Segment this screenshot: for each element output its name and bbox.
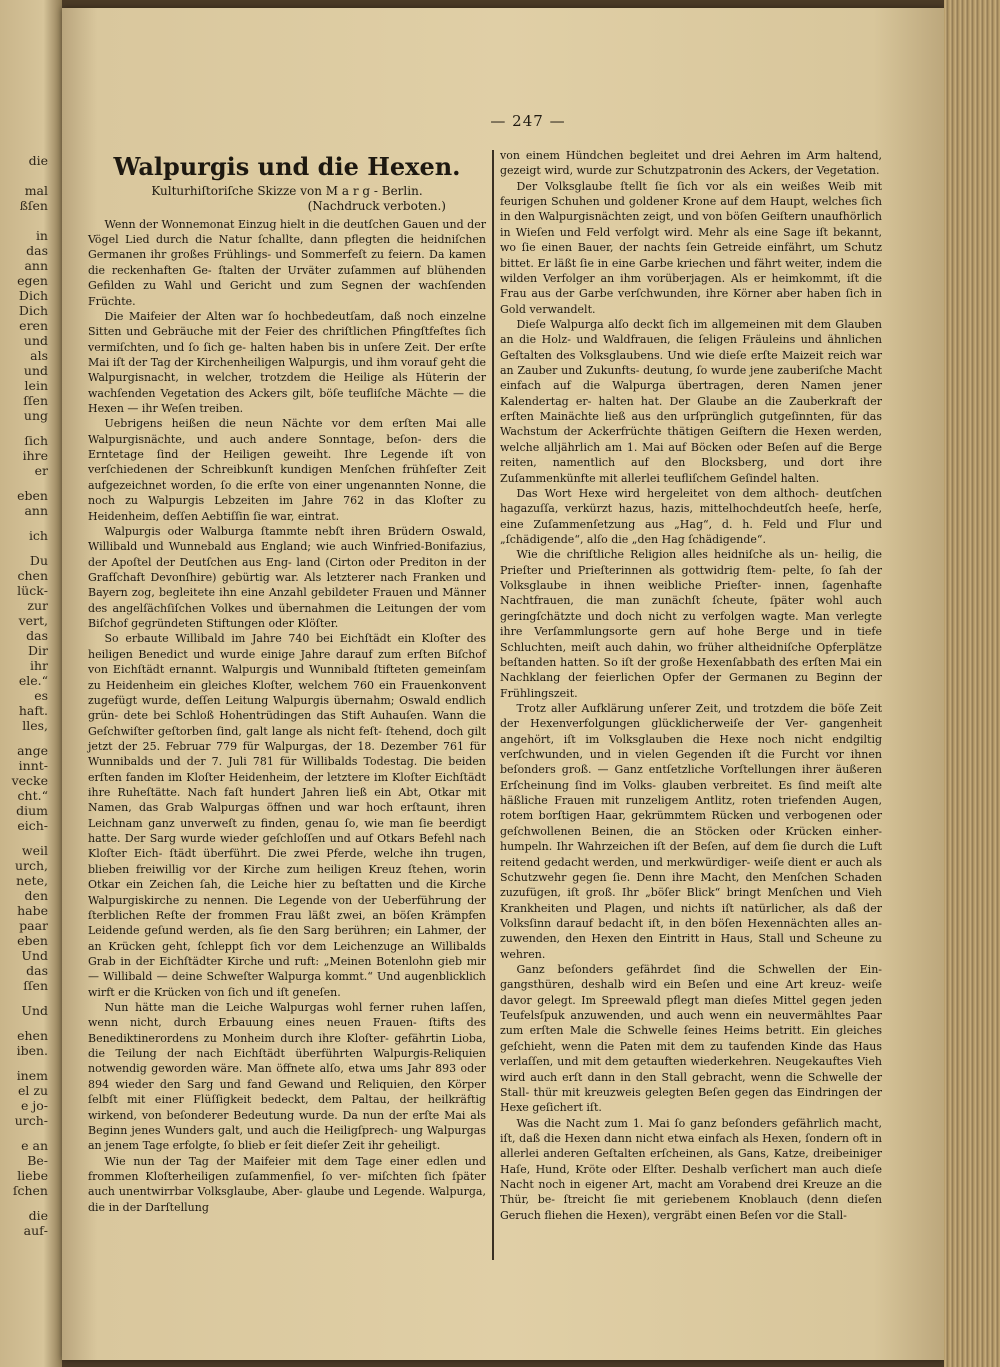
right-paragraph: Trotz aller Aufklärung unſerer Zeit, und trotzdem die böſe Zeit der Hexenverfolgungen glücklicherweiſe der Ver‑ gangenheit angehört, iſt im Volksglauben die Hexe noch nicht endgiltig verſchwunden, und in vielen Gegenden iſt die Furcht vor ihnen beſonders groß. — Ganz entſetzliche Vorſtellungen ihrer äußeren Erſcheinung ſind im Volks‑ glauben verbreitet. Es ſind meiſt alte häßliche Frauen mit runzeligem Antlitz, roten triefenden Augen, rotem borſtigen Haar, gekrümmtem Rücken und verbogenen oder geſchwollenen Beinen, die an Stöcken oder Krücken einher‑ humpeln. Ihr Wahrzeichen iſt der Beſen, auf dem ſie durch die Luft reitend gedacht werden, und merkwürdiger‑ weiſe dient er auch als Schutzwehr gegen ſie. Denn ihre Macht, den Menſchen Schaden zuzufügen, iſt groß. Ihr „böſer Blick“ bringt Menſchen und Vieh Krankheiten und Plagen, und nichts iſt natürlicher, als daß der Volksſinn darauf bedacht iſt, in den böſen Hexennächten alles an‑ zuwenden, den Hexen den Eintritt in Haus, Stall und Scheune zu wehren. bbox=[500, 701, 882, 961]
previous-page-fragment: lles, bbox=[22, 718, 48, 733]
previous-page-fragment: vecke bbox=[11, 773, 48, 788]
previous-page-fragment: Dich bbox=[18, 288, 48, 303]
right-paragraph: Was die Nacht zum 1. Mai ſo ganz beſonders gefährlich macht, iſt, daß die Hexen dann nicht etwa einfach als Hexen, ſondern oft in allerlei anderen Geſtalten erſcheinen, als Gans, Katze, dreibeiniger Haſe, Hund, Kröte oder Elſter. Deshalb verſichert man auch dieſe Nacht noch in eigener Art, macht am Vorabend drei Kreuze an die Thür, be‑ ſtreicht ſie mit geriebenem Knoblauch (denn dieſen Geruch fliehen die Hexen), vergräbt einen Beſen vor die Stall‑ bbox=[500, 1116, 882, 1222]
right-paragraph: Der Volksglaube ſtellt ſie ſich vor als ein weißes Weib mit feurigen Schuhen und goldener Krone auf dem Haupt, welches ſich in den Walpurgisnächten zeigt, und von böſen Geiſtern unaufhörlich in Wieſen und Feld verfolgt wird. Mehr als eine Sage iſt bekannt, wo ſie einen Bauer, der nachts ſein Getreide einfährt, um Schutz bittet. Er läßt ſie in eine Garbe kriechen und fährt weiter, indem die wilden Verfolger an ihm vorüberjagen. Als er heimkommt, iſt die Frau aus der Garbe verſchwunden, ihre Körner aber haben ſich in Gold verwandelt. bbox=[500, 179, 882, 316]
previous-page-fragment: in bbox=[35, 228, 48, 243]
previous-page-fragment: zur bbox=[27, 598, 48, 613]
previous-page-fragment: die bbox=[28, 153, 48, 168]
previous-page-fragment: das bbox=[26, 963, 48, 978]
right-paragraph: Ganz beſonders gefährdet ſind die Schwellen der Ein‑ gangsthüren, deshalb wird ein Beſen und eine Art kreuz‑ weiſe davor gelegt. Im Spreewald pflegt man dieſes Mittel gegen jeden Teufelsſpuk anzuwenden, und auch wenn ein neuvermähltes Paar zum erſten Male die Schwelle ſeines Heims betritt. Ein gleiches geſchieht, wenn die Paten mit dem zu taufenden Kinde das Haus verlaſſen, und mit dem getauften wiederkehren. Neugekauftes Vieh wird auch erſt dann in den Stall gebracht, wenn die Schwelle der Stall‑ thür mit kreuzweis gelegten Beſen gegen das Eindringen der Hexe geſichert iſt. bbox=[500, 963, 882, 1115]
page-number: — 247 — bbox=[490, 112, 566, 130]
previous-page-fragment: habe bbox=[17, 903, 48, 918]
previous-page-fragment: lück‑ bbox=[17, 583, 48, 598]
previous-page-fragment: Du bbox=[29, 553, 48, 568]
left-paragraph: Wenn der Wonnemonat Einzug hielt in die deutſchen Gauen und der Vögel Lied durch die Natur ſchallte, dann pflegten die heidniſchen Germanen ihr großes Frühlings‑ und Sommerfeſt zu feiern. Da kamen die reckenhaften Ge‑ ſtalten der Urväter zuſammen auf blühenden Gefilden zu Wahl und Gericht und zum Segnen der wachſenden Früchte. bbox=[88, 217, 486, 308]
previous-page-fragment: eich‑ bbox=[17, 818, 48, 833]
previous-page-fragment: eren bbox=[19, 318, 48, 333]
previous-page-fragment: das bbox=[26, 243, 48, 258]
left-paragraph: Nun hätte man die Leiche Walpurgas wohl ferner ruhen laſſen, wenn nicht, durch Erbauung eines neuen Frauen‑ ſtifts des Benediktinerordens zu Monheim durch ihre Kloſter‑ gefährtin Lioba, die Teilung der nach Eichſtädt überführten Walpurgis‑Reliquien notwendig geworden wäre. Man öffnete alſo, etwa ums Jahr 893 oder 894 wieder den Sarg und fand Gewand und Reliquien, den Körper ſelbſt mit einer Flüſſigkeit bedeckt, dem Paltau, der heilkräftig wirkend, von beſonderer Bedeutung wurde. Da nun der erſte Mai als Beginn jenes Wunders galt, und auch die Heiligſprech‑ ung Walpurgas an jenem Tage erfolgte, ſo blieb er ſeit dieſer Zeit ihr geheiligt. bbox=[88, 1001, 486, 1153]
previous-page-fragment: ich bbox=[28, 528, 48, 543]
previous-page-fragment: inem bbox=[16, 1068, 48, 1083]
previous-page-fragment: ſſen bbox=[23, 393, 48, 408]
previous-page-fragment: ßſen bbox=[19, 198, 48, 213]
previous-page-fragment: urch, bbox=[14, 858, 48, 873]
previous-page-fragment: e jo‑ bbox=[21, 1098, 48, 1113]
previous-page-fragment: chen bbox=[17, 568, 48, 583]
previous-page-fragment: und bbox=[23, 333, 48, 348]
previous-page-fragment: weil bbox=[21, 843, 48, 858]
previous-page-fragment: und bbox=[23, 363, 48, 378]
page-edges bbox=[944, 0, 1000, 1367]
previous-page-fragment: Dir bbox=[28, 643, 48, 658]
previous-page-fragment: el zu bbox=[17, 1083, 48, 1098]
left-paragraph: Walpurgis oder Walburga ſtammte nebſt ihren Brüdern Oswald, Willibald und Wunnebald aus England; wie auch Winfried‑Bonifazius, der Apoſtel der Deutſchen aus Eng‑ land (Cirton oder Prediton in der Grafſchaft Devonſhire) gebürtig war. Als letzterer nach Franken und Bayern zog, begleitete ihn eine Anzahl gebildeter Frauen und Männer des angelſächſiſchen Volkes und übernahmen die Leitungen der vom Biſchof gegründeten Stiftungen oder Klöſter. bbox=[88, 524, 486, 631]
previous-page-fragment: Dich bbox=[18, 303, 48, 318]
left-paragraph: Uebrigens heißen die neun Nächte vor dem erſten Mai alle Walpurgisnächte, und auch andere Sonntage, beſon‑ ders die Erntetage ſind der Heiligen geweiht. Ihre Legende iſt von verſchiedenen der Schreibkunſt kundigen Menſchen frühſeſter Zeit aufgezeichnet worden, ſo die erſte von einer ungenannten Nonne, die noch zu Walpurgis Lebzeiten im Jahre 762 in das Kloſter zu Heidenheim, deſſen Aebtiſſin ſie war, eintrat. bbox=[88, 417, 486, 523]
previous-page-fragment: Be‑ bbox=[27, 1153, 48, 1168]
previous-page-fragment: auf‑ bbox=[23, 1223, 48, 1238]
previous-page-fragment: iben. bbox=[16, 1043, 48, 1058]
right-column bbox=[500, 148, 882, 1223]
previous-page-fragment: ann bbox=[24, 258, 48, 273]
previous-page-fragment: ehen bbox=[17, 1028, 48, 1043]
previous-page-fragment: ſchen bbox=[12, 1183, 48, 1198]
previous-page-fragment: eben bbox=[17, 488, 48, 503]
previous-page-fragment: die bbox=[28, 1208, 48, 1223]
left-paragraph: So erbaute Willibald im Jahre 740 bei Eichſtädt ein Kloſter des heiligen Benedict und wurde einige Jahre darauf zum erſten Biſchof von Eichſtädt ernannt. Walpurgis und Wunnibald ſtifteten gemeinſam zu Heidenheim ein gleiches Kloſter, welchem 760 ein Frauenkonvent zugefügt wurde, deſſen Leitung Walpurgis übernahm; Oswald endlich grün‑ dete bei Schloß Hohentrüdingen das Stift Auhauſen. Wann die Geſchwiſter geſtorben ſind, galt lange als nicht feſt‑ ſtehend, doch gilt jetzt der 25. Februar 779 für Walpurgas, der 18. Dezember 761 für Wunnibalds und der 7. Juli 781 für Willibalds Todestag. Die beiden erſten fanden im Kloſter Heidenheim, der letztere im Kloſter Eichſtädt ihre Ruheſtätte. Nach faſt hundert Jahren ließ ein Abt, Otkar mit Namen, das Grab Walpurgas öffnen und war hoch erſtaunt, ihren Leichnam ganz unverweſt zu finden, genau ſo, wie man ſie beerdigt hatte. Der Sarg wurde wieder geſchloſſen und auf Otkars Befehl nach Kloſter Eich‑ ſtädt überführt. Die zwei Pferde, welche ihn trugen, blieben freiwillig vor der Kirche zum heiligen Kreuz ſtehen, worin Otkar ein Zeichen ſah, die Leiche hier zu beſtatten und die Kirche Walpurgiskirche zu nennen. Die Legende von der Ueberführung der ſterblichen Reſte der frommen Frau läßt zwei, an böſen Krämpfen Leidende geſund werden, als ſie den Sarg berühren; ein Lahmer, der an Krücken geht, ſchleppt ſich vor dem Leichenzuge an Willibalds Grab in der Eichſtädter Kirche und ruft: „Meinen Botenlohn gieb mir — Willibald — deine Schweſter Walpurga kommt.“ Und augenblicklich wirft er die Krücken von ſich und iſt geneſen. bbox=[88, 632, 486, 999]
previous-page-fragment: er bbox=[34, 463, 48, 478]
previous-page-edge bbox=[0, 0, 62, 1367]
previous-page-fragment: ihr bbox=[29, 658, 48, 673]
previous-page-fragment: liebe bbox=[17, 1168, 48, 1183]
previous-page-fragment: ſich bbox=[24, 433, 48, 448]
previous-page-fragment: ihre bbox=[22, 448, 48, 463]
previous-page-fragment: urch‑ bbox=[14, 1113, 48, 1128]
previous-page-fragment: ange bbox=[17, 743, 48, 758]
previous-page-fragment: eben bbox=[17, 933, 48, 948]
article-title: Walpurgis und die Hexen. bbox=[113, 152, 461, 181]
previous-page-fragment: dium bbox=[16, 803, 48, 818]
previous-page-fragment: das bbox=[26, 628, 48, 643]
left-paragraph: Die Maifeier der Alten war ſo hochbedeutſam, daß noch einzelne Sitten und Gebräuche mit der Feier des chriſtlichen Pfingſtfeſtes ſich vermiſchten, und ſo ſich ge‑ halten haben bis in unſere Zeit. Der erſte Mai iſt der Tag der Kirchenheiligen Walpurgis, und ihm vorauf geht die Walpurgisnacht, in welcher, trotzdem die Heilige als Hüterin der wachſenden Vegetation des Ackers gilt, böſe teufliſche Mächte — die Hexen — ihr Weſen treiben. bbox=[88, 309, 486, 416]
previous-page-fragment: lein bbox=[24, 378, 48, 393]
right-paragraph: Wie die chriſtliche Religion alles heidniſche als un‑ heilig, die Prieſter und Prieſterinnen als gottwidrig ſtem‑ pelte, ſo ſah der Volksglaube in ihnen weibliche Prieſter‑ innen, ſagenhafte Nachtfrauen, die man zunächſt ſcheute, ſpäter wohl auch geringſchätzte und doch nicht zu verfolgen wagte. Man verlegte ihre Verſammlungsorte gern auf hohe Berge und in tiefe Schluchten, meiſt auch dahin, wo früher altheidniſche Opferplätze beſtanden hatten. So iſt der große Hexenſabbath des erſten Mai ein Nachklang der feierlichen Opfer der Germanen zu Beginn der Frühlingszeit. bbox=[500, 548, 882, 700]
previous-page-fragment: ele.“ bbox=[18, 673, 48, 688]
previous-page-fragment: ung bbox=[23, 408, 48, 423]
previous-page-fragment: nete, bbox=[16, 873, 48, 888]
right-paragraph: Das Wort Hexe wird hergeleitet von dem althoch‑ deutſchen hagazuſſa, verkürzt hazus, hazis, mittelhochdeutſch heeſe, herſe, eine Zuſammenſetzung aus „Hag“, d. h. Feld und Flur und „ſchädigende“, alſo die „den Hag ſchädigende“. bbox=[500, 486, 882, 546]
previous-page-fragment: als bbox=[30, 348, 48, 363]
previous-page-fragment: den bbox=[24, 888, 48, 903]
previous-page-fragment: mal bbox=[24, 183, 48, 198]
left-paragraph: Wie nun der Tag der Maifeier mit dem Tage einer edlen und frommen Kloſterheiligen zuſammenfiel, ſo ver‑ miſchten ſich ſpäter auch unentwirrbar Volksglaube, Aber‑ glaube und Legende. Walpurga, die in der Darſtellung bbox=[88, 1154, 486, 1214]
previous-page-fragment: vert, bbox=[18, 613, 48, 628]
previous-page-fragment: ſſen bbox=[23, 978, 48, 993]
article-subtitle: Kulturhiſtoriſche Skizze von M a r g ‑ Berlin. bbox=[151, 184, 423, 198]
right-paragraph: Dieſe Walpurga alſo deckt ſich im allgemeinen mit dem Glauben an die Holz‑ und Waldfrauen, die ſeligen Fräuleins und ähnlichen Geſtalten des Volksglaubens. Und wie dieſe erſte Maizeit reich war an Zauber und Zukunfts‑ deutung, ſo wurde jene zauberiſche Macht einfach auf die Walpurga übertragen, deren Namen jener Kalendertag er‑ halten hat. Der Glaube an die Zauberkraft der erſten Mainächte ließ aus den urſprünglich gutgeſinnten, für das Wachstum der Ackerfrüchte thätigen Geiſtern die Hexen werden, welche alljährlich am 1. Mai auf Böcken oder Beſen auf die Berge reiten, namentlich auf den Blocksberg, und dort ihre Zuſammenkünfte mit allerlei teufliſchem Geſindel halten. bbox=[500, 317, 882, 485]
previous-page-fragment: ann bbox=[24, 503, 48, 518]
previous-page-fragment: paar bbox=[19, 918, 48, 933]
previous-page-fragment: es bbox=[34, 688, 48, 703]
previous-page-fragment: Und bbox=[21, 1003, 48, 1018]
previous-page-fragment: innt‑ bbox=[18, 758, 48, 773]
previous-page-fragment: cht.“ bbox=[17, 788, 48, 803]
left-column bbox=[88, 148, 486, 1215]
right-paragraph: von einem Hündchen begleitet und drei Aehren im Arm haltend, gezeigt wird, wurde zur Schutzpatronin des Ackers, der Vegetation. bbox=[500, 149, 882, 178]
previous-page-fragment: Und bbox=[21, 948, 48, 963]
previous-page-fragment: egen bbox=[17, 273, 48, 288]
column-divider bbox=[492, 150, 494, 1260]
previous-page-fragment: haft. bbox=[18, 703, 48, 718]
previous-page-fragment: e an bbox=[21, 1138, 48, 1153]
reprint-note: (Nachdruck verboten.) bbox=[307, 199, 446, 214]
